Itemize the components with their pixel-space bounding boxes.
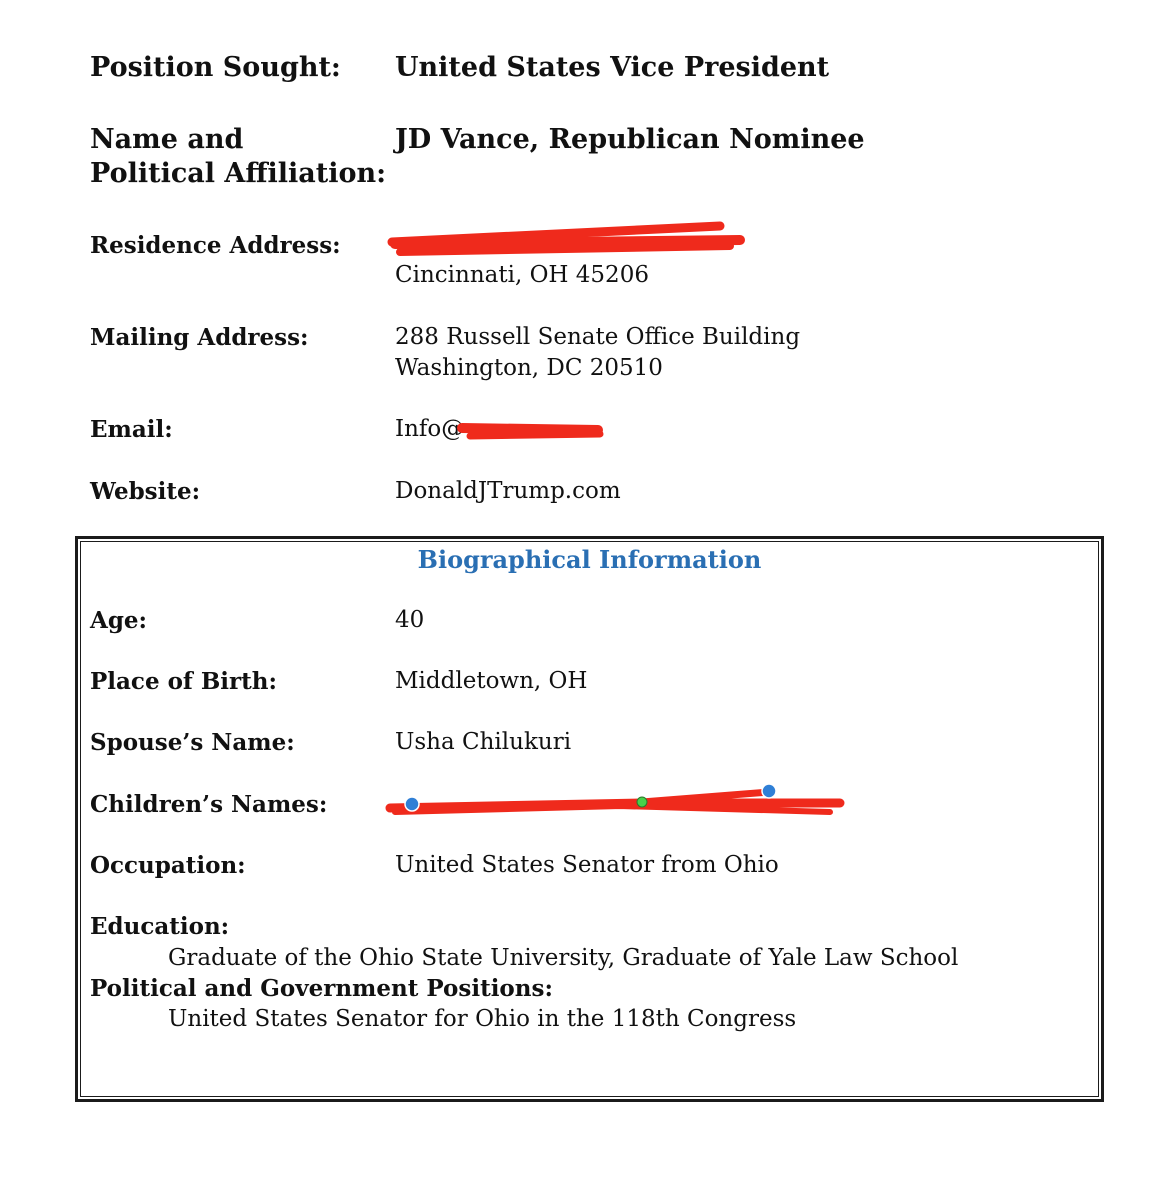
occupation-label: Occupation: [90,852,246,879]
spouse-value: Usha Chilukuri [395,729,572,755]
email-redaction [462,428,600,436]
birth-label: Place of Birth: [90,668,277,695]
positions-value: United States Senator for Ohio in the 118th Congress [168,1006,797,1032]
name-label-line2: Political Affiliation: [90,158,387,189]
email-value: Info@ [395,416,465,442]
position-value: United States Vice President [395,52,830,83]
spouse-label: Spouse’s Name: [90,729,295,756]
position-label: Position Sought: [90,52,341,83]
mailing-line2: Washington, DC 20510 [395,355,663,381]
mailing-label: Mailing Address: [90,324,309,351]
education-value: Graduate of the Ohio State University, Graduate of Yale Law School [168,945,959,971]
occupation-value: United States Senator from Ohio [395,852,779,878]
age-label: Age: [90,607,148,634]
mailing-line1: 288 Russell Senate Office Building [395,324,801,350]
name-value: JD Vance, Republican Nominee [395,124,865,155]
email-label: Email: [90,416,173,443]
email-redaction-stroke-2 [470,434,600,436]
residence-redaction [392,226,740,252]
age-value: 40 [395,607,425,633]
selection-midpoint-icon[interactable] [637,797,647,807]
residence-line2: Cincinnati, OH 45206 [395,262,649,288]
positions-label: Political and Government Positions: [90,975,553,1002]
website-label: Website: [90,478,201,505]
email-redaction-stroke-1 [462,428,598,430]
selection-handle-icon[interactable] [762,784,776,798]
education-label: Education: [90,913,230,940]
birth-value: Middletown, OH [395,668,588,694]
children-label: Children’s Names: [90,791,328,818]
name-label-line1: Name and [90,124,244,155]
selection-handle-icon[interactable] [405,797,419,811]
bio-title: Biographical Information [417,545,762,574]
residence-label: Residence Address: [90,232,341,259]
website-value: DonaldJTrump.com [395,478,621,504]
